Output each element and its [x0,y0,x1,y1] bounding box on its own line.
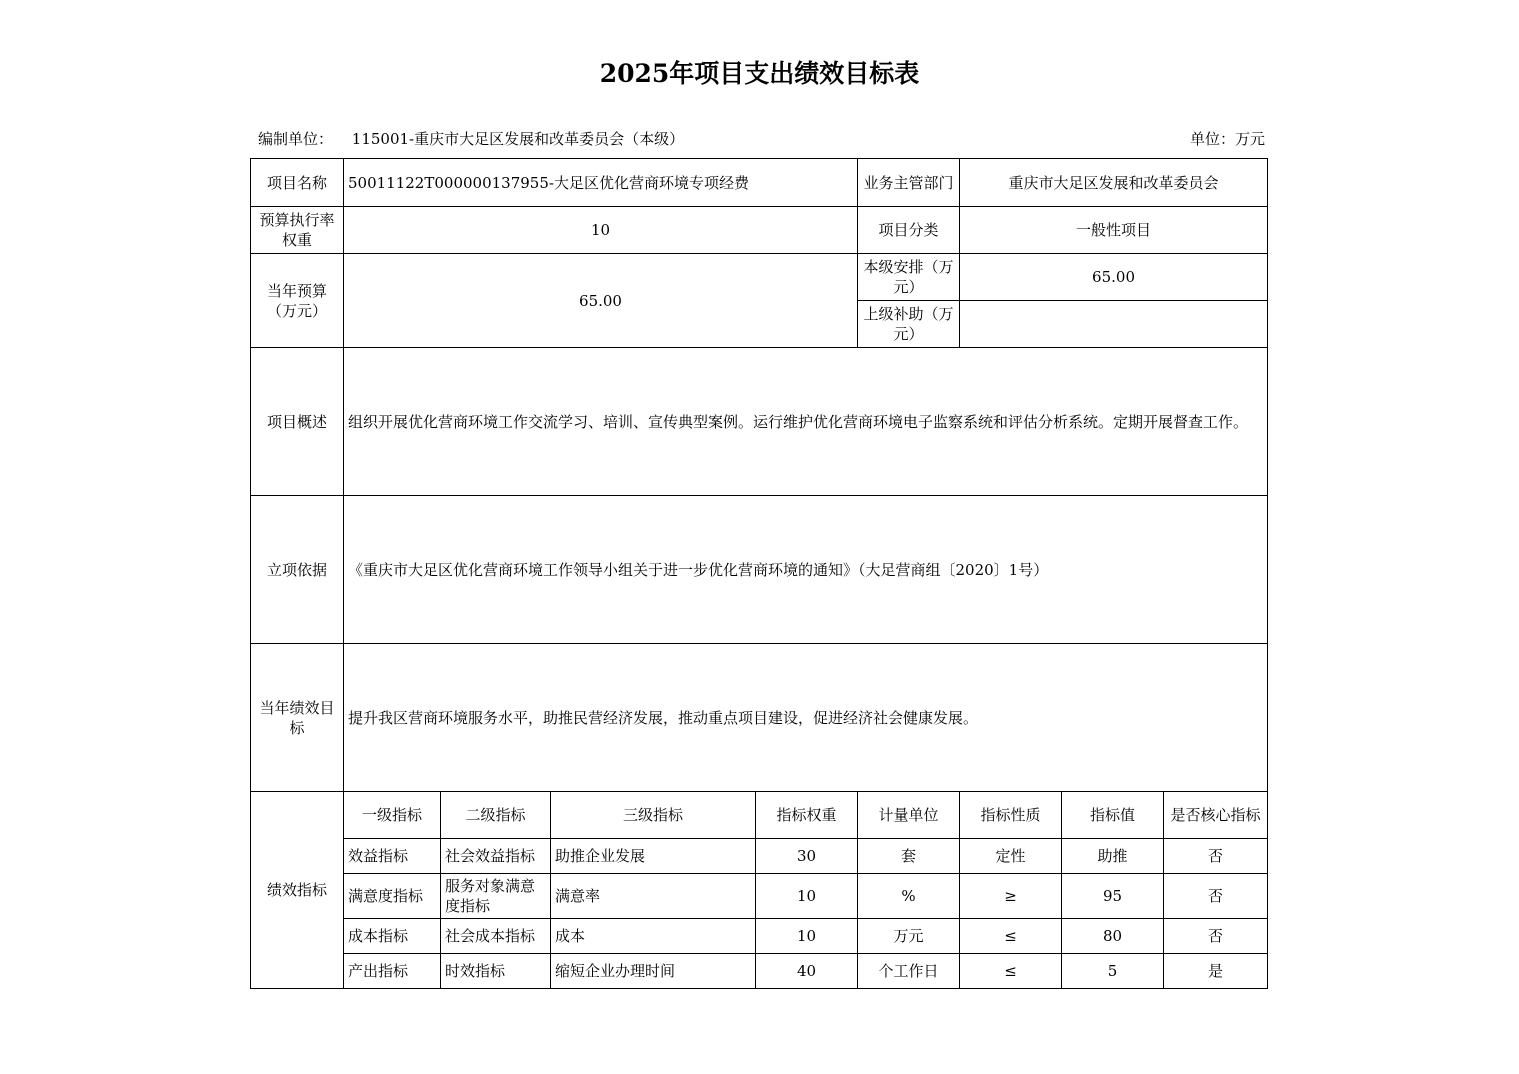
category-label: 项目分类 [858,207,960,254]
upper-value [960,301,1268,348]
header-weight: 指标权重 [756,792,858,839]
cell-weight: 40 [756,954,858,989]
table-row [251,839,1268,874]
goal-label: 当年绩效目标 [251,644,344,792]
basis-label: 立项依据 [251,496,344,644]
table-row [251,919,1268,954]
budget-value: 65.00 [344,254,858,348]
cell-weight: 30 [756,839,858,874]
cell-level3: 缩短企业办理时间 [551,954,756,989]
overview-label: 项目概述 [251,348,344,496]
table-row [251,954,1268,989]
local-value: 65.00 [960,254,1268,301]
rate-value: 10 [344,207,858,254]
cell-nature: ≥ [960,874,1062,919]
dept-label: 业务主管部门 [858,159,960,207]
cell-level2: 时效指标 [441,954,551,989]
cell-level1: 满意度指标 [344,874,441,919]
org-value: 115001-重庆市大足区发展和改革委员会（本级） [351,130,685,148]
header-nature: 指标性质 [960,792,1062,839]
cell-level3: 助推企业发展 [551,839,756,874]
basis-value: 《重庆市大足区优化营商环境工作领导小组关于进一步优化营商环境的通知》（大足营商组〔2020〕1号） [344,496,1268,644]
cell-value: 助推 [1062,839,1164,874]
cell-level1: 效益指标 [344,839,441,874]
cell-core: 否 [1164,839,1268,874]
cell-core: 否 [1164,919,1268,954]
upper-label: 上级补助（万元） [858,301,960,348]
cell-value: 5 [1062,954,1164,989]
cell-unit: 个工作日 [858,954,960,989]
cell-level2: 社会效益指标 [441,839,551,874]
header-level2: 二级指标 [441,792,551,839]
unit-label: 单位：万元 [1189,130,1265,148]
category-value: 一般性项目 [960,207,1268,254]
header-unit: 计量单位 [858,792,960,839]
cell-core: 否 [1164,874,1268,919]
header-value: 指标值 [1062,792,1164,839]
indicators-label: 绩效指标 [251,792,344,989]
cell-level2: 社会成本指标 [441,919,551,954]
cell-value: 95 [1062,874,1164,919]
cell-nature: 定性 [960,839,1062,874]
page-title: 2025年项目支出绩效目标表 [599,59,920,88]
cell-nature: ≤ [960,919,1062,954]
cell-value: 80 [1062,919,1164,954]
dept-value: 重庆市大足区发展和改革委员会 [960,159,1268,207]
cell-level3: 满意率 [551,874,756,919]
org-info [258,128,684,149]
header-core: 是否核心指标 [1164,792,1268,839]
cell-nature: ≤ [960,954,1062,989]
budget-label: 当年预算（万元） [251,254,344,348]
cell-weight: 10 [756,919,858,954]
cell-level2: 服务对象满意度指标 [441,874,551,919]
cell-level1: 成本指标 [344,919,441,954]
header-level3: 三级指标 [551,792,756,839]
cell-unit: 套 [858,839,960,874]
project-name-value: 50011122T000000137955-大足区优化营商环境专项经费 [344,159,858,207]
cell-level3: 成本 [551,919,756,954]
rate-label: 预算执行率权重 [251,207,344,254]
org-label: 编制单位： [258,130,334,148]
header-level1: 一级指标 [344,792,441,839]
goal-value: 提升我区营商环境服务水平，助推民营经济发展，推动重点项目建设，促进经济社会健康发展。 [344,644,1268,792]
project-name-label: 项目名称 [251,159,344,207]
performance-table [250,158,1268,989]
cell-unit: 万元 [858,919,960,954]
local-label: 本级安排（万元） [858,254,960,301]
cell-core: 是 [1164,954,1268,989]
cell-weight: 10 [756,874,858,919]
cell-level1: 产出指标 [344,954,441,989]
table-row [251,874,1268,919]
overview-value: 组织开展优化营商环境工作交流学习、培训、宣传典型案例。运行维护优化营商环境电子监察系统和评估分析系统。定期开展督查工作。 [344,348,1268,496]
cell-unit: % [858,874,960,919]
